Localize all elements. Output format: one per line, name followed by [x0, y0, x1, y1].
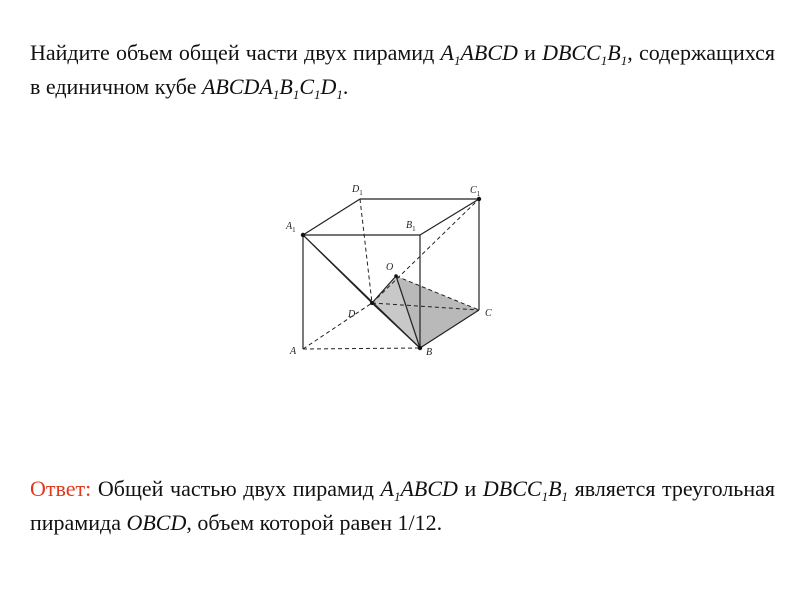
label-c: C: [485, 308, 492, 319]
vertex-dot-d: [370, 301, 374, 305]
problem-statement: Найдите объем общей части двух пирамид $A_1ABCD$ и $DBCC_1B_1$, содержащихся в единичном кубе $ABCDA_1B_1C_1D_1$.: [30, 40, 775, 102]
cube-name: $ABCDA_1B_1C_1D_1$: [201, 74, 343, 102]
label-b1: $B_1$: [406, 220, 416, 233]
label-o: O: [386, 262, 394, 273]
problem-text-2: , содержащихся в единичном кубе: [30, 40, 775, 99]
answer-label: Ответ:: [30, 476, 92, 501]
answer-pyramid-1: $A_1ABCD$: [380, 476, 458, 504]
label-a1: $A_1$: [286, 221, 296, 234]
cube-figure: [280, 178, 500, 363]
edge-d-c1-dashed: [372, 199, 479, 303]
answer-text-3: , объем которой равен 1/12.: [186, 510, 443, 535]
answer-block: Ответ: Общей частью двух пирамид $A_1ABCD$ и $DBCC_1B_1$ является треугольная пирамида OBCD, объем которой равен 1/12.: [30, 476, 775, 535]
label-d: D: [348, 309, 356, 320]
vertex-dot-b: [418, 346, 422, 350]
label-a: A: [290, 346, 297, 357]
edge-d1-a1: [303, 199, 360, 235]
edge-a-d-dashed: [303, 303, 372, 349]
cube-diagram: [280, 178, 500, 363]
edge-b1-c1: [420, 199, 479, 235]
vertex-dot-o: [394, 274, 398, 278]
edge-a1-d: [303, 235, 372, 303]
problem-and: и: [517, 40, 543, 65]
answer-pyramid-2: $DBCC_1B_1$: [482, 476, 569, 504]
cube-edges: [303, 199, 479, 349]
edge-a-b-dashed: [303, 348, 420, 349]
pyramid-1-name: $A_1ABCD$: [440, 40, 518, 68]
answer-text-2: является треугольная пирамида: [30, 476, 775, 535]
answer-text-1: Общей частью двух пирамид: [91, 476, 381, 501]
problem-text-1: Найдите объем общей части двух пирамид: [30, 40, 441, 65]
label-d1: $D_1$: [352, 184, 363, 197]
label-b: B: [426, 347, 433, 358]
answer-pyramid-obcd: OBCD: [126, 510, 187, 535]
label-c1: $C_1$: [470, 185, 481, 198]
vertex-dot-a1: [301, 233, 305, 237]
pyramid-2-name: $DBCC_1B_1$: [542, 40, 628, 68]
edge-d-d1-dashed: [360, 199, 372, 303]
